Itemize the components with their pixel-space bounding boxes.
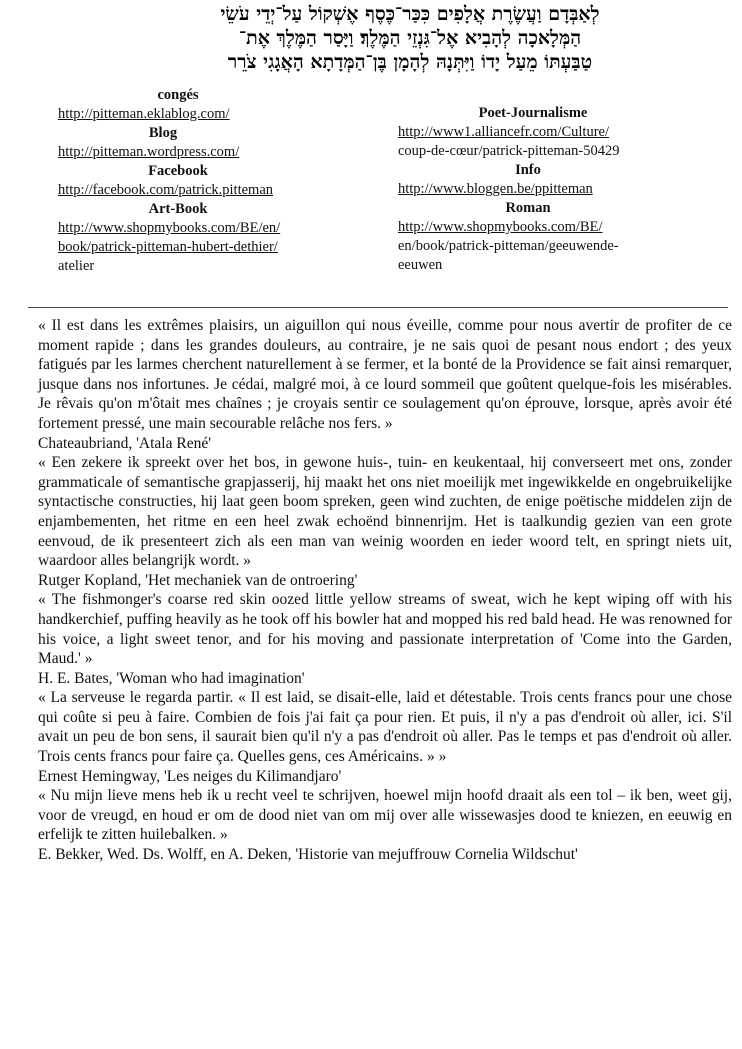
conges-heading: congés bbox=[157, 87, 199, 103]
quote-attribution: Ernest Hemingway, 'Les neiges du Kilimandjaro' bbox=[38, 767, 342, 785]
hebrew-line: לְאַבְּדָם וַעֲשֶׂרֶת אֲלָפִים כִּכַּר־כֶּסֶף אֶשְׁקוֹל עַל־יְדֵי עֹשֵׂי bbox=[220, 3, 600, 25]
roman-heading: Roman bbox=[505, 200, 551, 216]
roman-link[interactable]: http://www.shopmybooks.com/BE/ bbox=[398, 219, 603, 235]
poet-link-continued[interactable]: coup-de-cœur/patrick-pitteman-50429 bbox=[398, 143, 620, 159]
quote-attribution: H. E. Bates, 'Woman who had imagination' bbox=[38, 669, 305, 687]
quote-text: « Een zekere ik spreekt over het bos, in gewone huis-, tuin- en keukentaal, hij converseert met ons, zonder grammaticale of semantische grapjasserij, hij maakt het ons niet moeilijk met ingewikkelde en ongebruikelijke syntactische constructies, hij laat geen boom spreken, geen wind zuchten, de enige poëtische middelen zijn de enjambementen, het ritme en een heel zwak echoënd binnenrijm. Het is taalkundig gezien van een grote eenvoud, de ik presenteert zich als een man van weinig woorden en ieder woord telt, en springt niets uit, waardoor alles belangrijk wordt. » bbox=[38, 454, 732, 570]
blog-link[interactable]: http://pitteman.wordpress.com/ bbox=[58, 144, 240, 160]
quote-attribution: Rutger Kopland, 'Het mechaniek van de ontroering' bbox=[38, 571, 358, 589]
conges-link[interactable]: http://pitteman.eklablog.com/ bbox=[58, 106, 230, 122]
artbook-link-continued[interactable]: book/patrick-pitteman-hubert-dethier/ bbox=[58, 239, 278, 255]
hebrew-line: הַמְּלָאכָה לְהָבִיא אֶל־גִּנְזֵי הַמֶּלֶךְ׃ וַיָּסַר הַמֶּלֶךְ אֶת־ bbox=[238, 27, 582, 49]
poet-heading: Poet-Journalisme bbox=[478, 105, 588, 121]
artbook-heading: Art-Book bbox=[148, 201, 208, 217]
quote-text: « Nu mijn lieve mens heb ik u recht veel te schrijven, hoewel mijn hoofd draait als een tol – ik ben, weet gij, voor de vreugd, en houd er om de dood niet van om mij over alle wissewasjes dood te kniezen, en eeuwig en erfelijk te zitten huilebalken. » bbox=[38, 787, 732, 844]
hebrew-header bbox=[150, 2, 670, 74]
facebook-heading: Facebook bbox=[148, 163, 208, 179]
quotes-body bbox=[38, 316, 732, 865]
quote-text: « The fishmonger's coarse red skin oozed little yellow streams of sweat, wich he kept wiping off with his handkerchief, puffing heavily as he took off his bowler hat and mopped his red bald head. He was renowned for his voice, a light sweet tenor, and for his moving and passionate interpretation of 'Come into the Garden, Maud.' » bbox=[38, 591, 732, 668]
blog-heading: Blog bbox=[148, 125, 178, 141]
links-right-column bbox=[398, 104, 698, 275]
quote-text: « La serveuse le regarda partir. « Il est laid, se disait-elle, laid et détestable. Trois cents francs pour une chose qui coûte si peu à faire. Combien de fois j'ai fait ça pour rien. Et puis, il n'y a pas d'endroit où aller, ici. S'il avait un peu de bon sens, il saurait bien qu'il n'y a pas d'endroit où aller. Pas le temps et pas d'endroit où aller. Trois cents francs pour faire ça. Quelles gens, ces Américains. » » bbox=[38, 689, 732, 766]
quote-attribution: E. Bekker, Wed. Ds. Wolff, en A. Deken, 'Historie van mejuffrouw Cornelia Wildschut' bbox=[38, 846, 578, 864]
facebook-link[interactable]: http://facebook.com/patrick.pitteman bbox=[58, 182, 274, 198]
poet-link[interactable]: http://www1.alliancefr.com/Culture/ bbox=[398, 124, 610, 140]
hebrew-line: טַבַּעְתּוֹ מֵעַל יָדוֹ וַיִּתְּנָהּ לְהָמָן בֶּן־הַמְּדָתָא הָאֲגָגִי צֹרֵר bbox=[227, 51, 593, 73]
artbook-link-end[interactable]: atelier bbox=[58, 258, 95, 274]
info-heading: Info bbox=[515, 162, 541, 178]
quote-attribution: Chateaubriand, 'Atala René' bbox=[38, 434, 212, 452]
quote-text: « Il est dans les extrêmes plaisirs, un aiguillon qui nous éveille, comme pour nous avertir de profiter de ce moment rapide ; dans les grandes douleurs, au contraire, je ne sais quoi de pesant nous endort ; des yeux fatigués par les larmes cherchent naturellement à se fermer, et la bonté de la Providence se fait ainsi remarquer, jusque dans nos infortunes. Je cédai, malgré moi, à ce lourd sommeil que goûtent quelque-fois les misérables. Je rêvais qu'on m'ôtait mes chaînes ; je croyais sentir ce soulagement qu'on éprouve, lorsque, après avoir été fortement pressé, une main secourable relâche nos fers. » bbox=[38, 317, 732, 432]
links-left-column bbox=[58, 86, 358, 276]
roman-link-continued[interactable]: en/book/patrick-pitteman/geeuwende- bbox=[398, 238, 619, 254]
section-divider bbox=[28, 307, 728, 308]
info-link[interactable]: http://www.bloggen.be/ppitteman bbox=[398, 181, 593, 197]
artbook-link[interactable]: http://www.shopmybooks.com/BE/en/ bbox=[58, 220, 281, 236]
roman-link-end[interactable]: eeuwen bbox=[398, 257, 443, 273]
